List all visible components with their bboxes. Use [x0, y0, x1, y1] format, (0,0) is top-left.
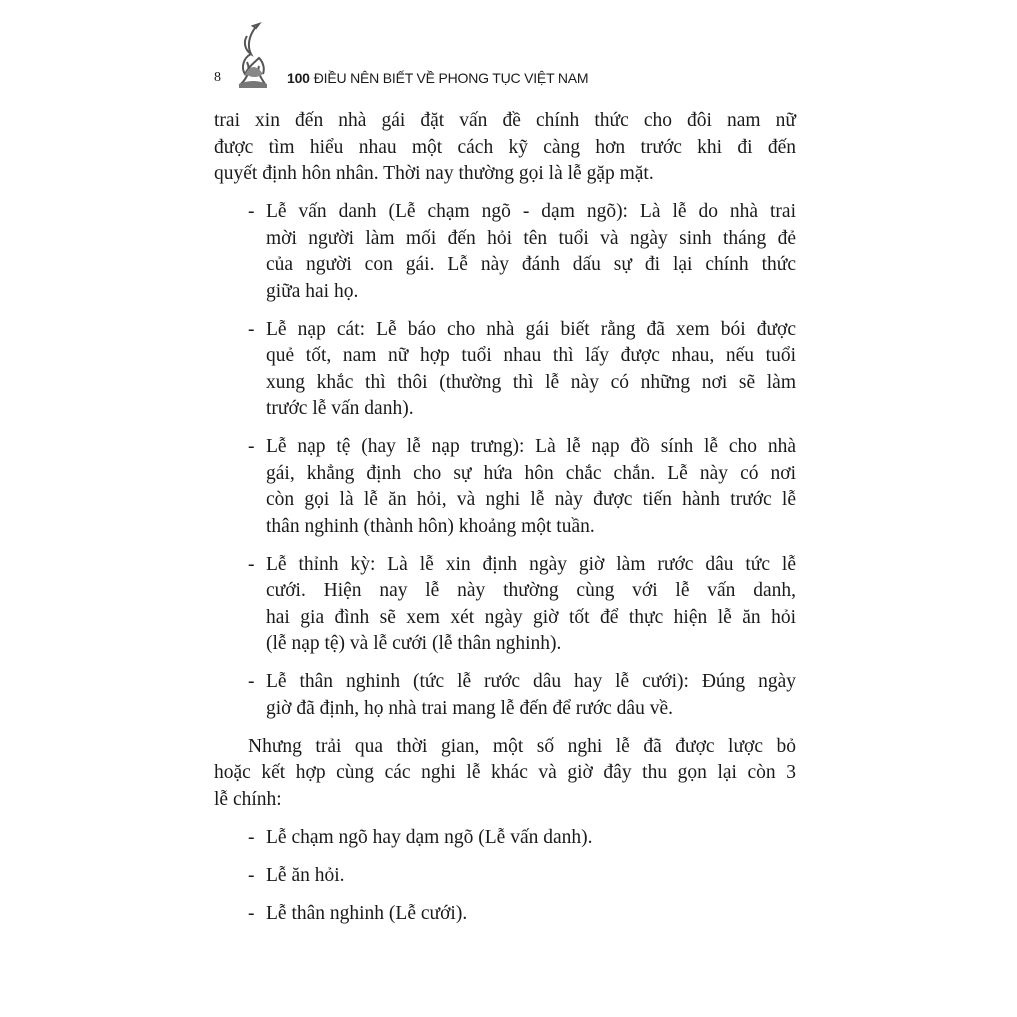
list-item	[214, 199, 796, 305]
text-line: Lễ nạp cát: Lễ báo cho nhà gái biết rằng đã xem bói được	[266, 318, 796, 340]
paragraph	[214, 108, 796, 188]
text-line: lễ chính:	[214, 788, 282, 810]
bullet-dash: -	[248, 201, 255, 222]
text-line: của người con gái. Lễ này đánh dấu sự đi lại chính thức	[266, 254, 796, 275]
bullet-dash: -	[248, 671, 255, 692]
paragraph	[214, 734, 796, 814]
text-line: hoặc kết hợp cùng các nghi lễ khác và giờ đây thu gọn lại còn 3	[214, 762, 796, 783]
text-line: Lễ ăn hỏi.	[266, 864, 345, 886]
text-line: trước lễ vấn danh).	[266, 398, 414, 419]
page-body	[214, 108, 796, 939]
text-line: (lễ nạp tệ) và lễ cưới (lễ thân nghinh).	[266, 633, 562, 654]
list-item	[214, 317, 796, 423]
bullet-dash: -	[248, 826, 255, 848]
text-line: còn gọi là lễ ăn hỏi, và nghi lễ này được tiến hành trước lễ	[266, 489, 796, 510]
text-line: Lễ vấn danh (Lễ chạm ngõ - dạm ngõ): Là lễ do nhà trai	[266, 201, 796, 222]
title-text: ĐIỀU NÊN BIẾT VỀ PHONG TỤC VIỆT NAM	[313, 70, 589, 86]
text-line: trai xin đến nhà gái đặt vấn đề chính thức cho đôi nam nữ	[214, 110, 796, 131]
text-line: giữa hai họ.	[266, 280, 359, 302]
text-line: được tìm hiểu nhau một cách kỹ càng hơn trước khi đi đến	[214, 136, 796, 158]
title-number: 100	[287, 70, 310, 86]
book-title	[287, 70, 588, 86]
list-item	[214, 825, 796, 852]
list-item	[214, 901, 796, 928]
list-item	[214, 669, 796, 722]
running-header	[214, 66, 588, 86]
crane-logo-icon	[233, 22, 273, 90]
text-line: Lễ chạm ngõ hay dạm ngõ (Lễ vấn danh).	[266, 826, 593, 848]
text-line: Nhưng trải qua thời gian, một số nghi lễ đã được lược bỏ	[248, 735, 796, 757]
list-item	[214, 552, 796, 658]
text-line: Lễ thân nghinh (tức lễ rước dâu hay lễ cưới): Đúng ngày	[266, 671, 796, 692]
text-line: giờ đã định, họ nhà trai mang lễ đến để rước dâu về.	[266, 697, 673, 719]
bullet-dash: -	[248, 436, 255, 457]
page-number: 8	[214, 70, 221, 85]
text-line: hai gia đình sẽ xem xét ngày giờ tốt để thực hiện lễ ăn hỏi	[266, 606, 796, 628]
text-line: gái, khẳng định cho sự hứa hôn chắc chắn. Lễ này có nơi	[266, 462, 796, 484]
bullet-dash: -	[248, 864, 255, 886]
text-line: mời người làm mối đến hỏi tên tuổi và ngày sinh tháng đẻ	[266, 227, 796, 249]
bullet-dash: -	[248, 553, 255, 575]
list-item	[214, 434, 796, 540]
text-line: quyết định hôn nhân. Thời nay thường gọi là lễ gặp mặt.	[214, 163, 654, 184]
text-line: xung khắc thì thôi (thường thì lễ này có những nơi sẽ làm	[266, 371, 796, 393]
text-line: Lễ nạp tệ (hay lễ nạp trưng): Là lễ nạp đồ sính lễ cho nhà	[266, 436, 796, 457]
list-item	[214, 863, 796, 890]
text-line: quẻ tốt, nam nữ hợp tuổi nhau thì lấy được nhau, nếu tuổi	[266, 345, 796, 366]
text-line: Lễ thỉnh kỳ: Là lễ xin định ngày giờ làm rước dâu tức lễ	[266, 553, 796, 575]
text-line: thân nghinh (thành hôn) khoảng một tuần.	[266, 515, 595, 537]
bullet-dash: -	[248, 318, 255, 340]
bullet-dash: -	[248, 902, 255, 924]
text-line: cưới. Hiện nay lễ này thường cùng với lễ vấn danh,	[266, 580, 796, 601]
text-line: Lễ thân nghinh (Lễ cưới).	[266, 902, 468, 924]
